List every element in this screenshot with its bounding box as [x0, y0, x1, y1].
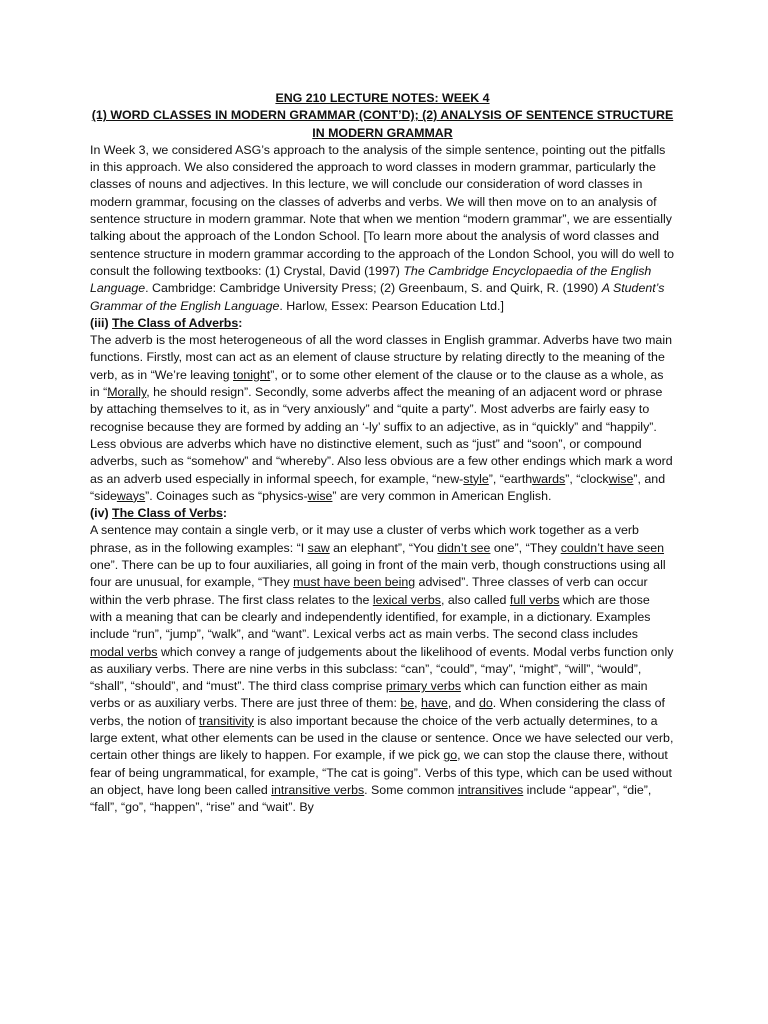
intro-text-3: . Harlow, Essex: Pearson Education Ltd.] [279, 298, 504, 313]
verbs-underlined-11: do [478, 696, 493, 711]
verbs-text-5: advised”. Three classes of verb can occur within the verb phrase. The first class relates to the [90, 575, 648, 607]
adverbs-heading-prefix: (iii) [90, 315, 113, 330]
verbs-text-7: which are those with a meaning that can be clearly and independently identified, for example, in a dictionary. Examples include “run”, “jump”, “walk”, and “want”. Lexical verbs act as main verbs. The second class includes [90, 592, 651, 642]
adverbs-paragraph [90, 332, 675, 505]
adverbs-underlined-1: tonight [233, 367, 271, 382]
adverbs-underlined-2: Morally [107, 385, 147, 400]
document-subtitle: (1) WORD CLASSES IN MODERN GRAMMAR (CONT’D); (2) ANALYSIS OF SENTENCE STRUCTURE IN MODERN GRAMMAR [91, 108, 674, 140]
verbs-underlined-3: couldn’t have seen [560, 540, 665, 555]
verbs-text-6: , also called [441, 592, 510, 607]
verbs-underlined-8: primary verbs [385, 679, 461, 694]
verbs-underlined-4: must have been being [293, 575, 416, 590]
verbs-text-9: which can function either as main verbs or as auxiliary verbs. There are just three of them: [90, 679, 648, 711]
adverbs-text-1: The adverb is the most heterogeneous of all the word classes in English grammar. Adverbs have two main functions. Firstly, most can act as an element of clause structure by relating directly to the meaning of the verb, as in “We’re leaving [90, 333, 672, 382]
verbs-underlined-12: transitivity [198, 713, 254, 728]
adverbs-text-3: , he should resign”. Secondly, some adverbs affect the meaning of an adjacent word or phrase by attaching themselves to it, as in “very anxiously” and “quite a party”. Most adverbs are fairly easy to recognise because they are formed by adding an ‘-ly’ suffix to an adjective, as in “quickly” and “happily”. Less obvious are adverbs which have no distinctive element, such as “just” and “soon”, or compound adverbs, such as “somehow” and “whereby”. Also less obvious are a few other endings which mark a word as an adverb used especially in informal speech, for example, “new- [90, 385, 673, 486]
verbs-underlined-14: intransitive verbs [271, 782, 365, 797]
adverbs-heading-label: The Class of Adverbs [112, 315, 239, 330]
verbs-heading [90, 505, 675, 522]
verbs-text-2: an elephant”, “You [329, 540, 438, 555]
adverbs-text-5: ”, “clock [565, 471, 609, 486]
adverbs-underlined-7: wise [307, 488, 333, 503]
verbs-heading-suffix: : [222, 506, 228, 521]
adverbs-text-4: ”, “earth [488, 471, 533, 486]
verbs-underlined-9: be [400, 696, 415, 711]
intro-book-title-1: The Cambridge Encyclopaedia of the English Language [90, 263, 652, 296]
intro-paragraph [90, 142, 675, 315]
verbs-text-4: one”. There can be up to four auxiliaries, all going in front of the main verb, though constructions using all four are unusual, for example, “They [90, 558, 666, 590]
verbs-underlined-15: intransitives [457, 782, 524, 797]
verbs-text-12: . When considering the class of verbs, the notion of [90, 696, 665, 728]
document-page [90, 90, 675, 816]
adverbs-heading-suffix: : [238, 315, 243, 330]
verbs-text-16: include “appear”, “die”, “fall”, “go”, “happen”, “rise” and “wait”. By [90, 782, 652, 815]
verbs-paragraph [90, 522, 675, 816]
document-title: ENG 210 LECTURE NOTES: WEEK 4 [275, 91, 490, 105]
verbs-text-13: is also important because the choice of the verb actually determines, to a large extent, what other elements can be used in the clause or sentence. Once we have selected our verb, certain other things are likely to happen. For example, if we pick [90, 713, 674, 763]
adverbs-text-8: ” are very common in American English. [332, 488, 552, 503]
verbs-text-3: one”, “They [490, 540, 561, 555]
intro-text-1: In Week 3, we considered ASG’s approach to the analysis of the simple sentence, pointing out the pitfalls in this approach. We also considered the approach to word classes in modern grammar, particularly the classes of nouns and adjectives. In this lecture, we will conclude our consideration of word classes in modern grammar, focusing on the classes of adverbs and verbs. We will then move on to an analysis of sentence structure in modern grammar. Note that when we mention “modern grammar”, we are essentially talking about the approach of the London School. [To learn more about the analysis of word classes and sentence structure in modern grammar according to the approach of the London School, you will do well to consult the following textbooks: (1) Crystal, David (1997) [90, 142, 675, 278]
adverbs-underlined-4: wards [532, 471, 566, 486]
intro-book-title-2: A Student’s Grammar of the English Language [90, 281, 665, 313]
adverbs-text-2: ”, or to some other element of the clause or to the clause as a whole, as in “ [90, 367, 664, 400]
verbs-underlined-2: didn’t see [437, 540, 491, 555]
verbs-text-11: , and [447, 696, 479, 711]
verbs-underlined-5: lexical verbs [372, 592, 442, 607]
verbs-underlined-6: full verbs [509, 592, 560, 607]
adverbs-underlined-3: style [463, 471, 489, 486]
verbs-text-15: . Some common [364, 782, 458, 797]
verbs-heading-label: The Class of Verbs [112, 506, 223, 521]
adverbs-underlined-5: wise [608, 471, 634, 486]
verbs-heading-prefix: (iv) [90, 506, 113, 521]
verbs-text-1: A sentence may contain a single verb, or it may use a cluster of verbs which work together as a verb phrase, as in the following examples: “I [90, 523, 639, 555]
verbs-underlined-7: modal verbs [90, 644, 158, 659]
verbs-text-14: , we can stop the clause there, without fear of being ungrammatical, for example, “The cat is going”. Verbs of this type, which can be used without an object, have long been called [90, 748, 672, 797]
verbs-underlined-10: have [421, 696, 448, 711]
adverbs-underlined-6: ways [116, 488, 146, 503]
intro-text-2: . Cambridge: Cambridge University Press; (2) Greenbaum, S. and Quirk, R. (1990) [145, 281, 602, 296]
verbs-text-10: , [414, 696, 422, 711]
verbs-underlined-1: saw [307, 540, 330, 555]
adverbs-text-7: ”. Coinages such as “physics- [145, 488, 308, 503]
adverbs-text-6: ”, and “side [90, 471, 666, 503]
adverbs-heading [90, 315, 675, 332]
verbs-underlined-13: go [443, 748, 458, 763]
verbs-text-8: which convey a range of judgements about the likelihood of events. Modal verbs function only as auxiliary verbs. There are nine verbs in this subclass: “can”, “could”, “may”, “might”, “will”, “would”, “shall”, “should”, and “must”. The third class comprise [90, 644, 674, 694]
